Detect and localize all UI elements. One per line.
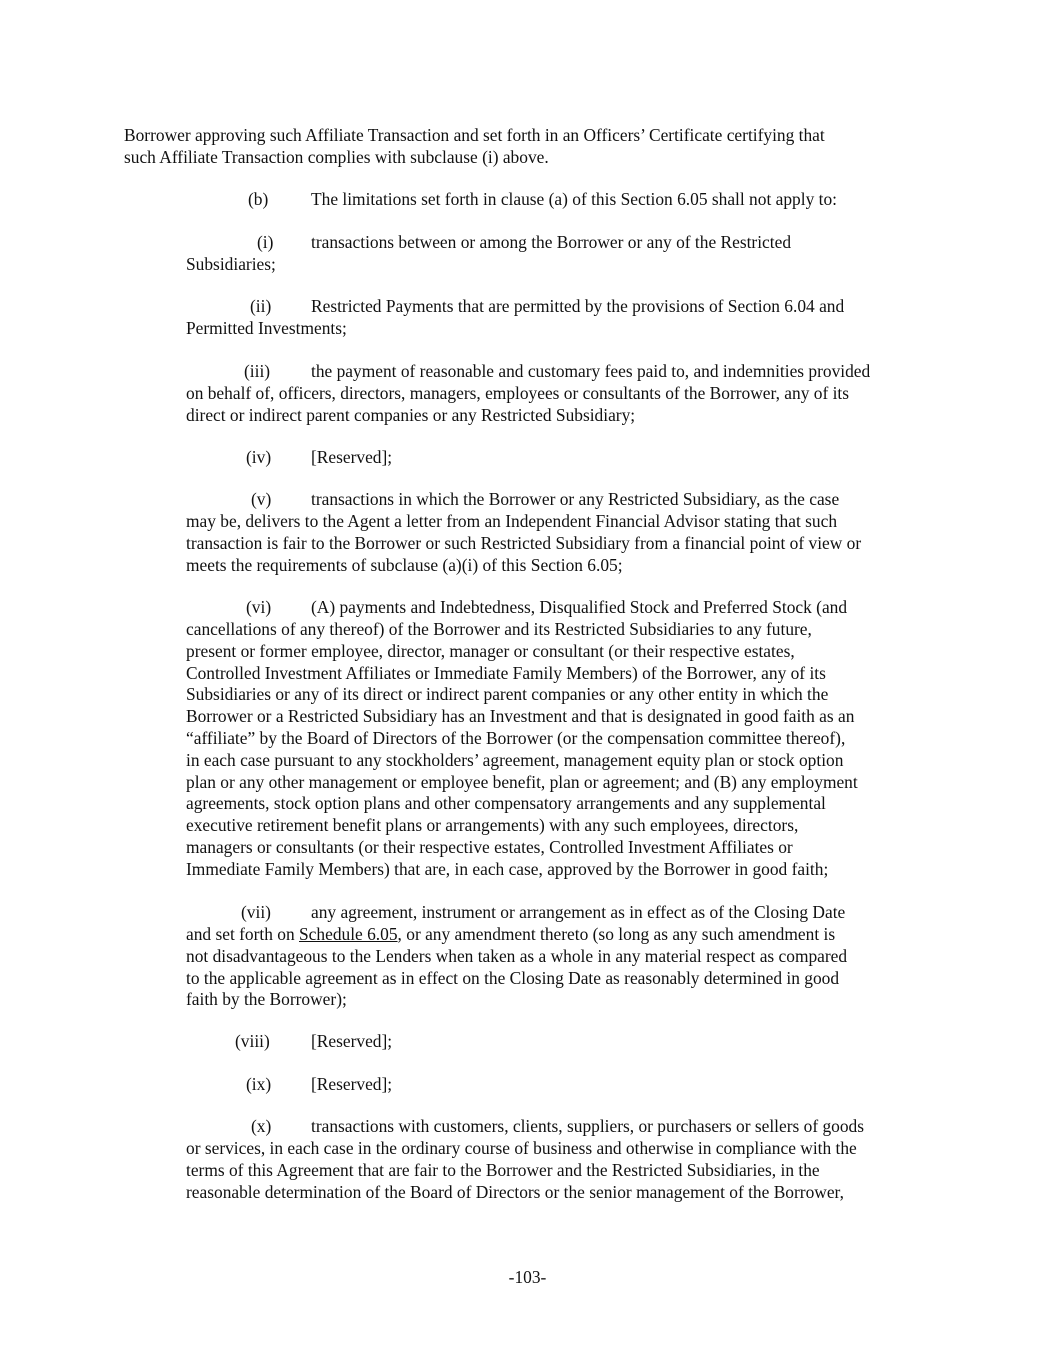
text-fragment: , or any amendment thereto (so long as any such amendment is bbox=[397, 924, 836, 944]
item-continuation bbox=[186, 619, 858, 881]
text-line: may be, delivers to the Agent a letter from an Independent Financial Advisor stating that such bbox=[186, 511, 838, 531]
text-line: Controlled Investment Affiliates or Immediate Family Members) of the Borrower, any of its bbox=[186, 662, 826, 683]
item-number: (i) bbox=[257, 232, 274, 252]
text-line: managers or consultants (or their respective estates, Controlled Investment Affiliates or bbox=[186, 836, 793, 857]
item-first-line: Restricted Payments that are permitted by the provisions of Section 6.04 and bbox=[311, 296, 845, 316]
clause-number: (b) bbox=[248, 189, 269, 209]
item-continuation bbox=[186, 254, 276, 276]
item-first-line: (A) payments and Indebtedness, Disqualified Stock and Preferred Stock (and bbox=[311, 597, 848, 617]
text-line: transaction is fair to the Borrower or such Restricted Subsidiary from a financial point of view or bbox=[186, 532, 862, 553]
text-line: cancellations of any thereof) of the Borrower and its Restricted Subsidiaries to any future, bbox=[186, 619, 812, 639]
text-line: executive retirement benefit plans or arrangements) with any such employees, directors, bbox=[186, 815, 799, 836]
item-number: (iv) bbox=[246, 447, 272, 467]
text-line: Borrower or a Restricted Subsidiary has an Investment and that is designated in good faith as an bbox=[186, 706, 855, 727]
text-line: Permitted Investments; bbox=[186, 318, 347, 338]
item-continuation bbox=[186, 924, 847, 1011]
item-number: (vi) bbox=[246, 597, 272, 617]
text-line: meets the requirements of subclause (a)(i) of this Section 6.05; bbox=[186, 554, 623, 575]
item-first-line: the payment of reasonable and customary fees paid to, and indemnities provided bbox=[311, 361, 871, 381]
text-line: Subsidiaries; bbox=[186, 254, 276, 274]
text-line: direct or indirect parent companies or any Restricted Subsidiary; bbox=[186, 404, 636, 425]
text-line: in each case pursuant to any stockholders’ agreement, management equity plan or stock option bbox=[186, 749, 844, 770]
intro-paragraph bbox=[124, 125, 825, 169]
schedule-6-05-reference: Schedule 6.05 bbox=[299, 924, 398, 944]
text-fragment: and set forth on bbox=[186, 924, 300, 944]
item-continuation bbox=[186, 511, 861, 576]
item-first-line: [Reserved]; bbox=[311, 1074, 393, 1094]
text-line bbox=[186, 924, 847, 946]
text-line: Borrower approving such Affiliate Transaction and set forth in an Officers’ Certificate certifying that bbox=[124, 125, 825, 145]
text-line: faith by the Borrower); bbox=[186, 989, 347, 1010]
item-continuation bbox=[186, 318, 347, 340]
item-continuation bbox=[186, 383, 849, 427]
item-number: (v) bbox=[251, 489, 272, 509]
item-first-line: [Reserved]; bbox=[311, 447, 393, 467]
text-line: “affiliate” by the Board of Directors of the Borrower (or the compensation committee thereof), bbox=[186, 727, 846, 748]
text-line: agreements, stock option plans and other compensatory arrangements and any supplemental bbox=[186, 793, 826, 814]
text-line: reasonable determination of the Board of Directors or the senior management of the Borrower, bbox=[186, 1181, 844, 1202]
text-line: or services, in each case in the ordinary course of business and otherwise in compliance with the bbox=[186, 1138, 857, 1158]
item-first-line: transactions between or among the Borrower or any of the Restricted bbox=[311, 232, 792, 252]
text-line: present or former employee, director, manager or consultant (or their respective estates, bbox=[186, 640, 795, 661]
item-first-line: any agreement, instrument or arrangement as in effect as of the Closing Date bbox=[311, 902, 846, 922]
text-line: not disadvantageous to the Lenders when taken as a whole in any material respect as compared bbox=[186, 945, 848, 966]
item-first-line: transactions in which the Borrower or any Restricted Subsidiary, as the case bbox=[311, 489, 840, 509]
item-number: (x) bbox=[251, 1116, 272, 1136]
text-line: to the applicable agreement as in effect on the Closing Date as reasonably determined in good bbox=[186, 967, 840, 988]
text-line: on behalf of, officers, directors, managers, employees or consultants of the Borrower, any of its bbox=[186, 383, 850, 403]
page-number: -103- bbox=[508, 1267, 547, 1287]
text-line: terms of this Agreement that are fair to the Borrower and the Restricted Subsidiaries, in the bbox=[186, 1159, 820, 1180]
item-number: (vii) bbox=[241, 902, 271, 922]
text-line: Subsidiaries or any of its direct or indirect parent companies or any other entity in which the bbox=[186, 684, 829, 705]
text-line: Immediate Family Members) that are, in each case, approved by the Borrower in good faith; bbox=[186, 858, 829, 879]
text-line: plan or any other management or employee benefit, plan or agreement; and (B) any employment bbox=[186, 771, 858, 792]
item-first-line: transactions with customers, clients, suppliers, or purchasers or sellers of goods bbox=[311, 1116, 865, 1136]
clause-text: The limitations set forth in clause (a) of this Section 6.05 shall not apply to: bbox=[311, 189, 837, 209]
text-line: such Affiliate Transaction complies with subclause (i) above. bbox=[124, 146, 549, 167]
item-number: (viii) bbox=[235, 1031, 270, 1051]
item-number: (ii) bbox=[250, 296, 272, 316]
item-number: (ix) bbox=[246, 1074, 272, 1094]
item-first-line: [Reserved]; bbox=[311, 1031, 393, 1051]
item-continuation bbox=[186, 1138, 857, 1203]
item-number: (iii) bbox=[244, 361, 271, 381]
